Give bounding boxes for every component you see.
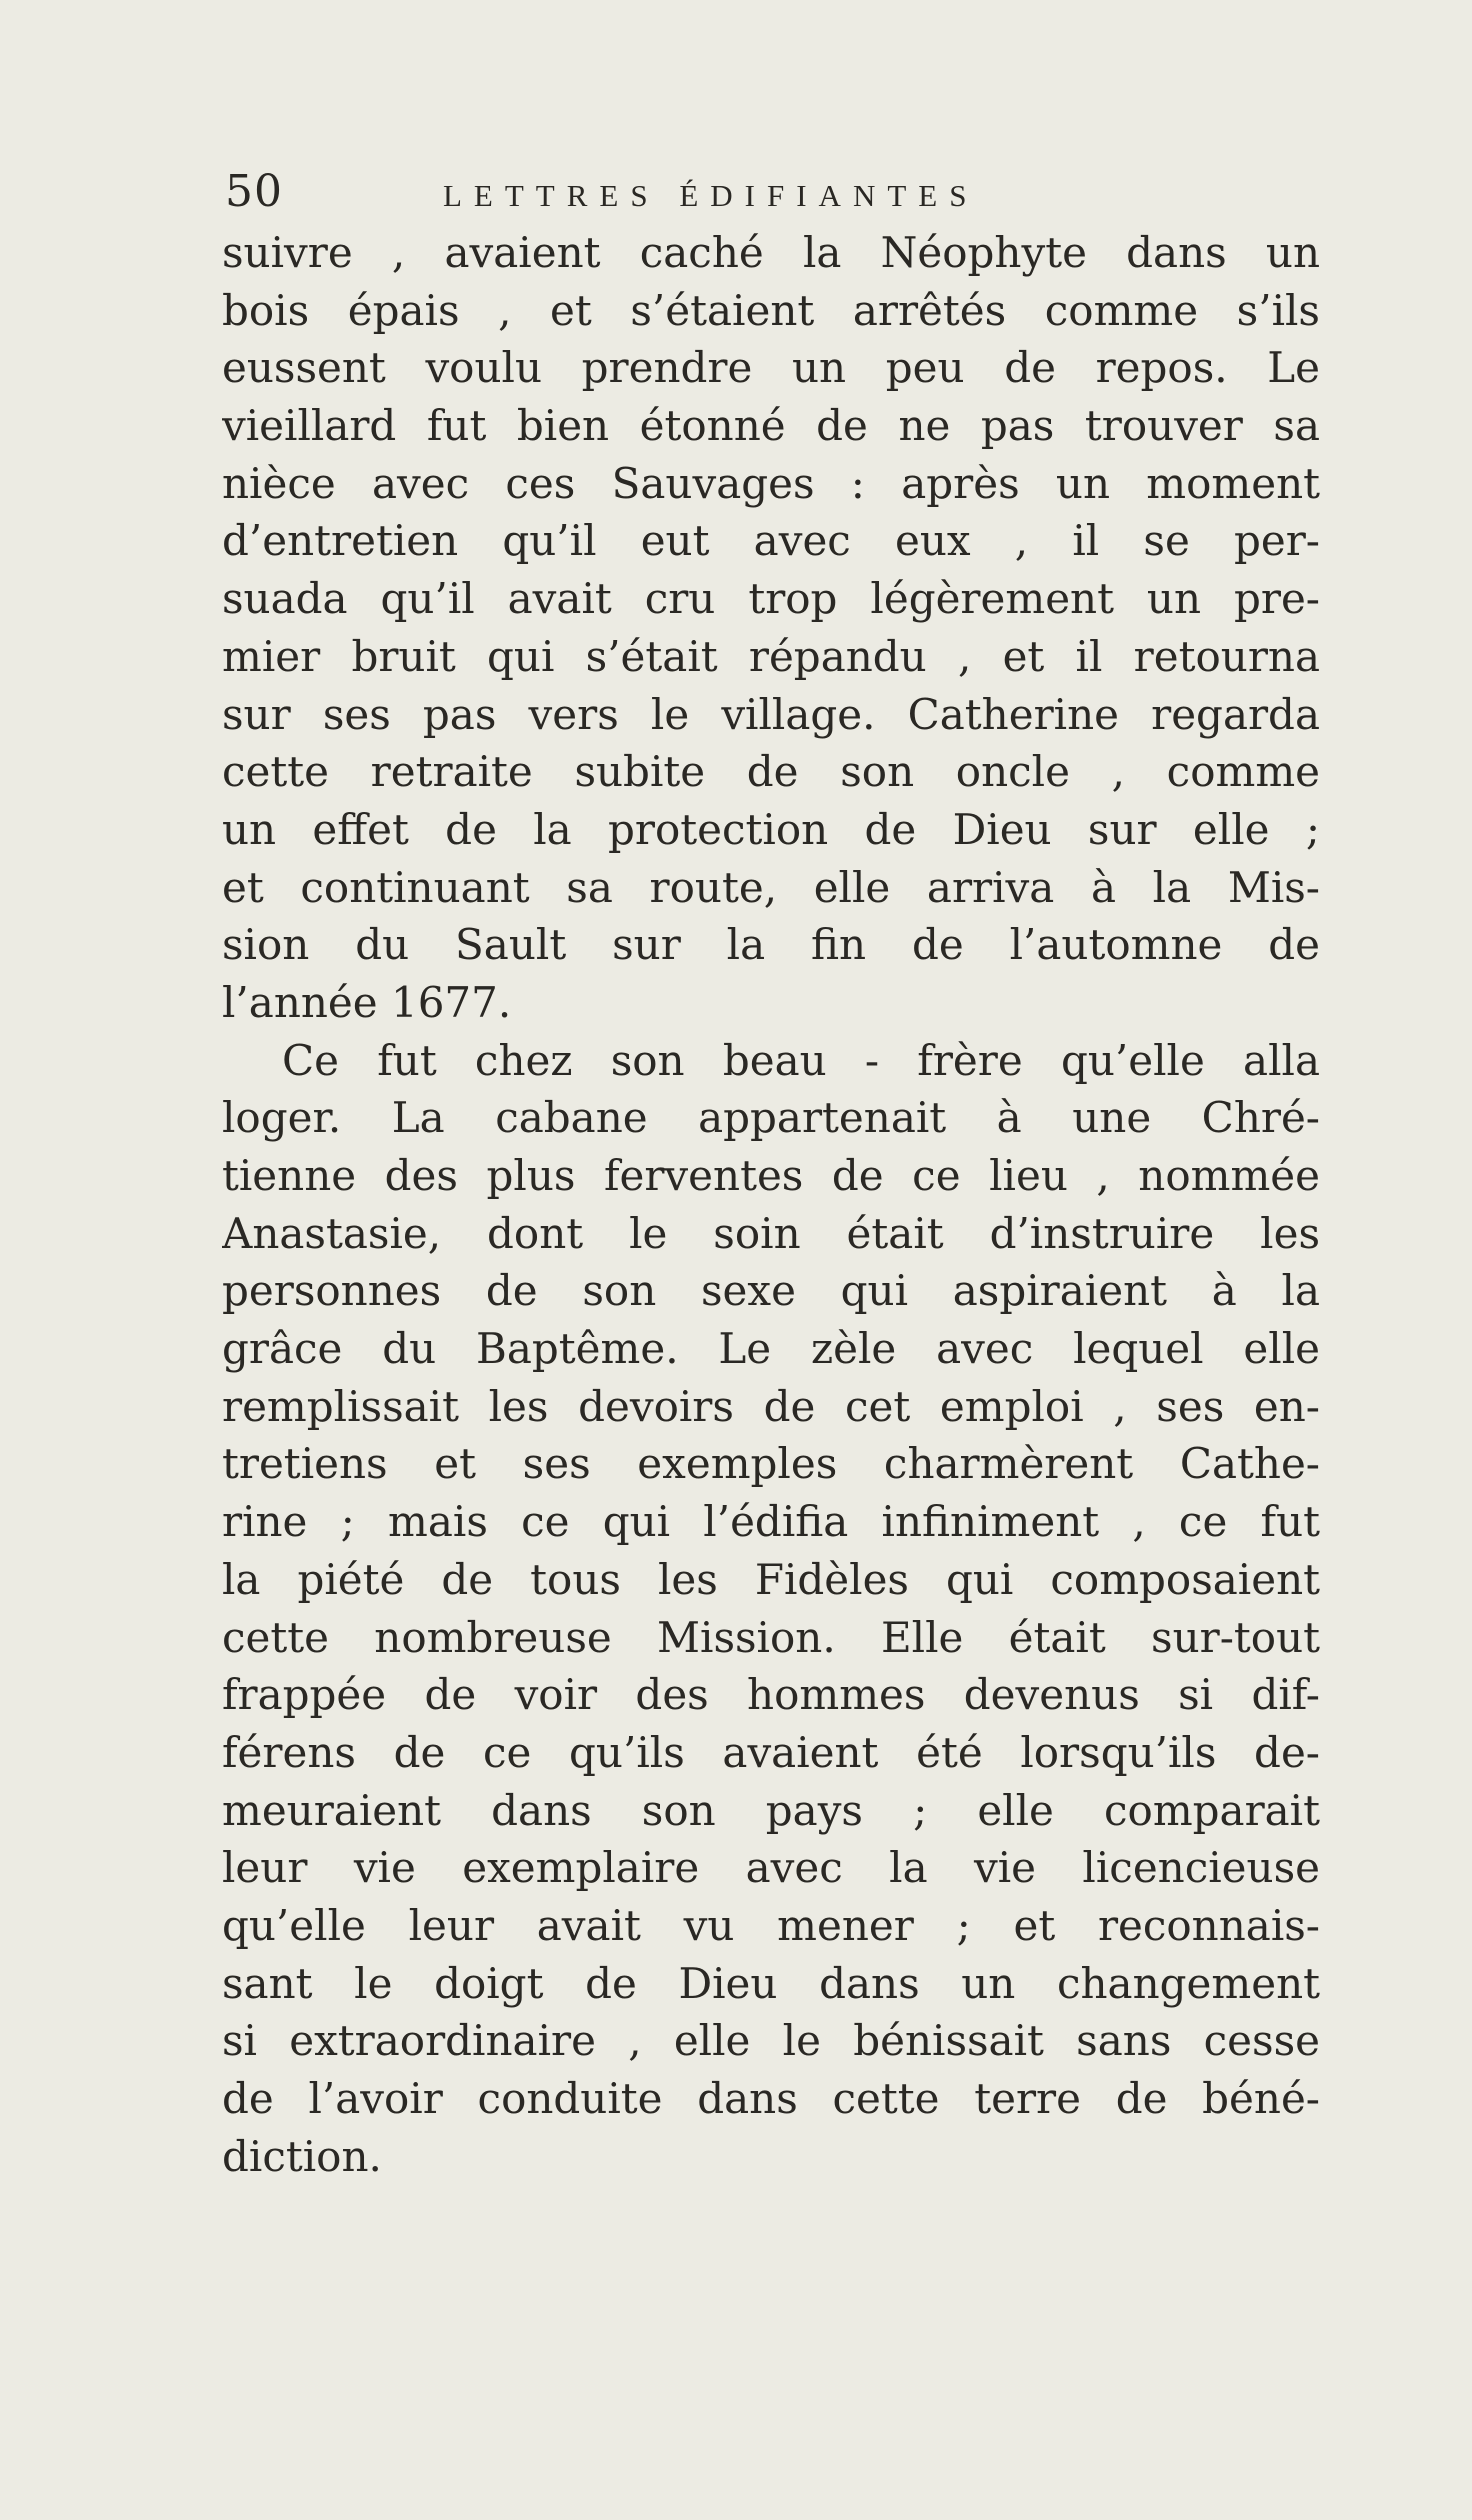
text-line: si extraordinaire , elle le bénissait sans cesse — [222, 2016, 1320, 2066]
text-line: suivre , avaient caché la Néophyte dans un — [222, 228, 1320, 277]
text-line: meuraient dans son pays ; elle comparait — [222, 1785, 1320, 1835]
text-line: et continuant sa route, elle arriva à la Mis- — [222, 862, 1320, 912]
text-line: cette retraite subite de son oncle , comme — [222, 747, 1320, 797]
text-line: Anastasie, dont le soin était d’instruire les — [222, 1208, 1320, 1258]
text-line: de l’avoir conduite dans cette terre de béné- — [222, 2074, 1320, 2123]
text-line: vieillard fut bien étonné de ne pas trouver sa — [222, 401, 1320, 451]
paragraph-end-line: diction. — [222, 2131, 382, 2181]
text-line: suada qu’il avait cru trop légèrement un pre- — [222, 574, 1320, 624]
text-line: qu’elle leur avait vu mener ; et reconnais- — [222, 1900, 1320, 1950]
text-line: la piété de tous les Fidèles qui composaient — [222, 1554, 1320, 1604]
text-line: un effet de la protection de Dieu sur elle ; — [222, 804, 1320, 854]
text-line: mier bruit qui s’était répandu , et il retourna — [222, 631, 1320, 681]
running-title: LETTRES ÉDIFIANTES — [443, 178, 979, 213]
page-number: 50 — [225, 166, 283, 217]
text-line: loger. La cabane appartenait à une Chré- — [222, 1093, 1320, 1143]
text-line: grâce du Baptême. Le zèle avec lequel elle — [222, 1324, 1320, 1374]
text-line: férens de ce qu’ils avaient été lorsqu’ils de- — [222, 1727, 1320, 1777]
page-header — [225, 166, 1325, 226]
paragraph-end-line: l’année 1677. — [222, 977, 512, 1027]
text-line: sant le doigt de Dieu dans un changement — [222, 1958, 1320, 2008]
text-line: sion du Sault sur la fin de l’automne de — [222, 920, 1320, 970]
text-line: rine ; mais ce qui l’édifia infiniment , ce fut — [222, 1497, 1320, 1547]
text-line: leur vie exemplaire avec la vie licencieuse — [222, 1843, 1320, 1893]
text-line: eussent voulu prendre un peu de repos. Le — [222, 343, 1320, 393]
text-line: tretiens et ses exemples charmèrent Cathe- — [222, 1439, 1320, 1489]
text-line: frappée de voir des hommes devenus si dif- — [222, 1670, 1320, 1720]
text-line: personnes de son sexe qui aspiraient à la — [222, 1266, 1320, 1316]
text-line: remplissait les devoirs de cet emploi , ses en- — [222, 1381, 1320, 1431]
text-line: bois épais , et s’étaient arrêtés comme s’ils — [222, 285, 1320, 335]
paragraph-start-line: Ce fut chez son beau - frère qu’elle alla — [282, 1035, 1320, 1085]
text-line: d’entretien qu’il eut avec eux , il se per- — [222, 516, 1320, 566]
text-line: nièce avec ces Sauvages : après un moment — [222, 458, 1320, 508]
body-text — [222, 224, 1320, 2185]
text-line: sur ses pas vers le village. Catherine regarda — [222, 689, 1320, 739]
text-line: tienne des plus ferventes de ce lieu , nommée — [222, 1151, 1320, 1200]
text-line: cette nombreuse Mission. Elle était sur-tout — [222, 1612, 1320, 1662]
